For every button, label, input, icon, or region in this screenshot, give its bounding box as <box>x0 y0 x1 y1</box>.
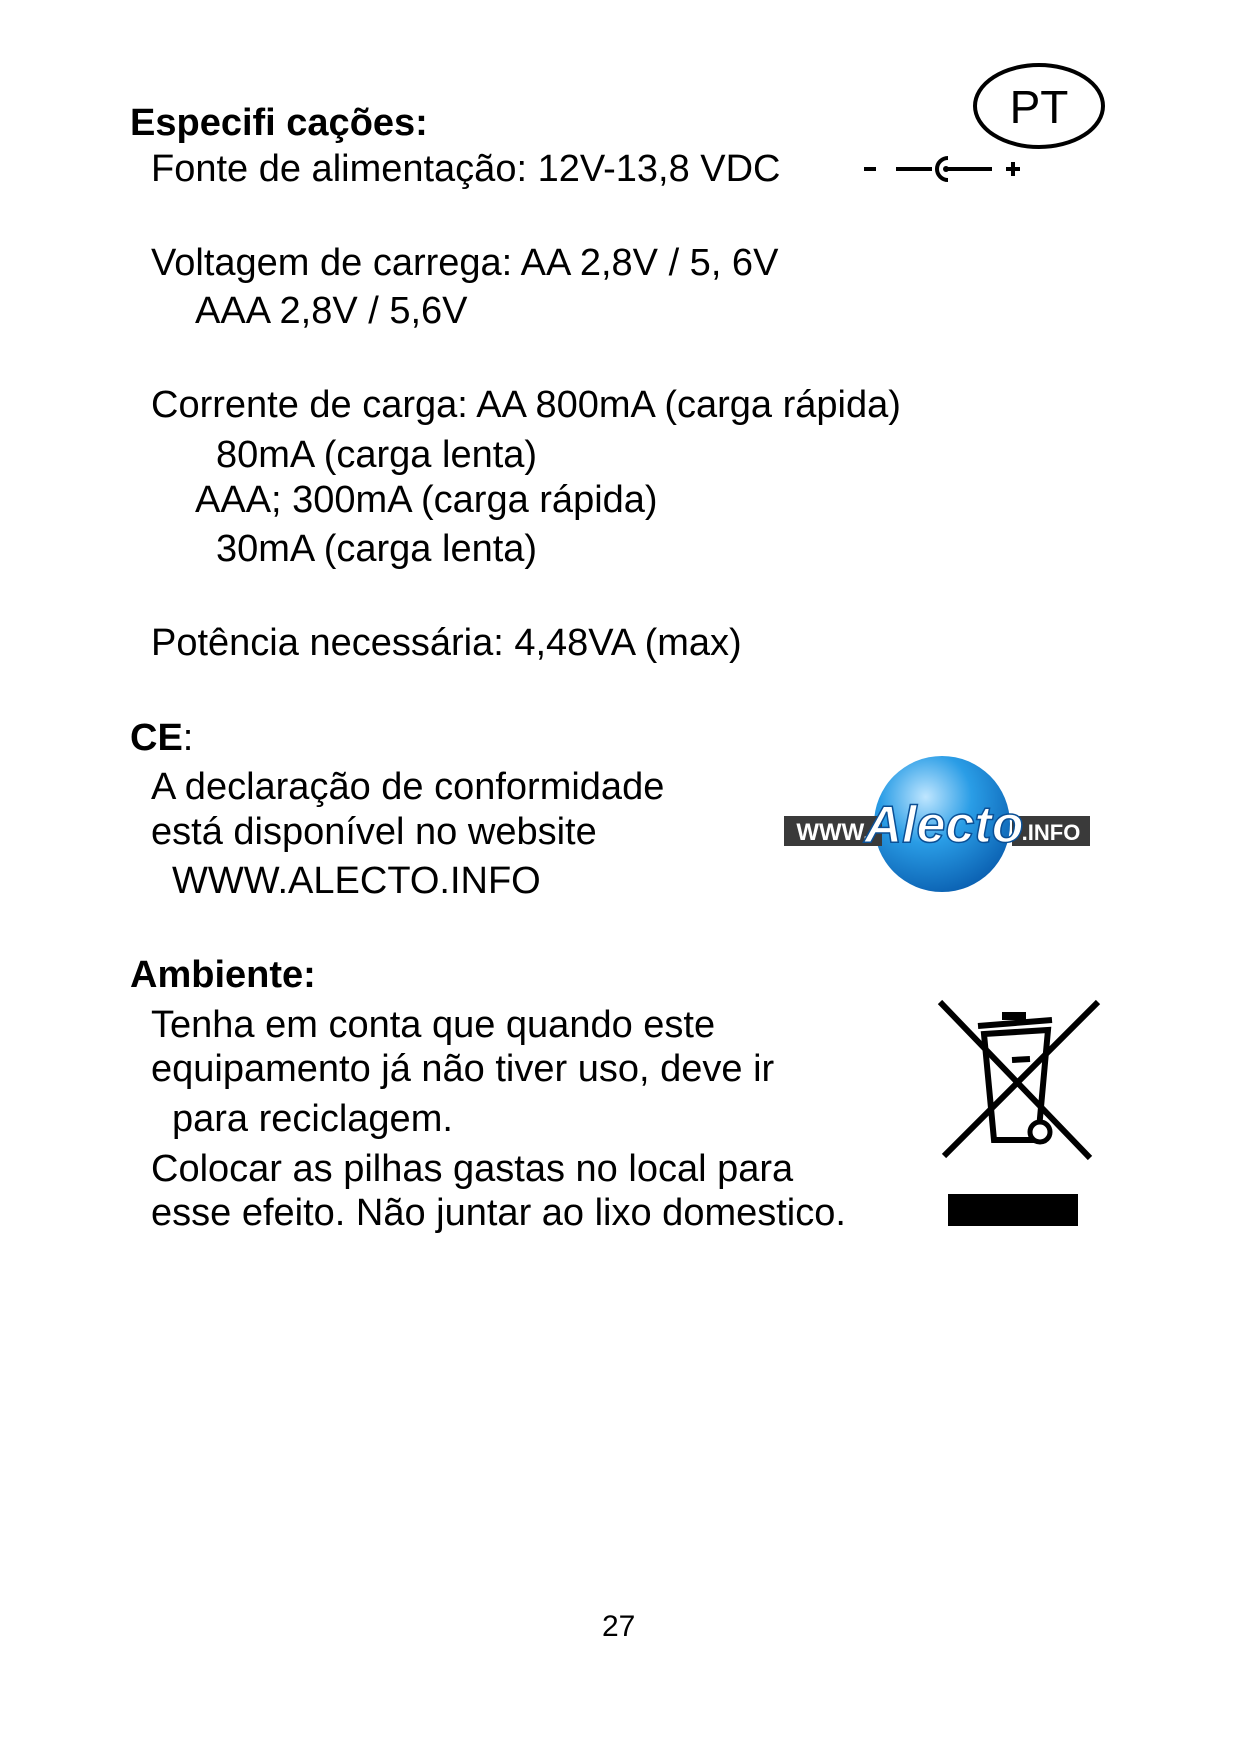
environment-line-5: esse efeito. Não juntar ao lixo domestico. <box>151 1192 846 1234</box>
environment-line-4: Colocar as pilhas gastas no local para <box>151 1148 794 1190</box>
charge-current-aa-fast-line: Corrente de carga: AA 800mA (carga rápida) <box>151 384 901 426</box>
environment-line-1: Tenha em conta que quando este <box>151 1004 716 1046</box>
alecto-logo-suffix: .INFO <box>1021 820 1081 845</box>
charge-current-aa-slow-line: 80mA (carga lenta) <box>216 434 538 476</box>
language-badge <box>972 62 1106 152</box>
specifications-heading: Especifi cações: <box>130 102 428 144</box>
charge-voltage-aaa-line: AAA 2,8V / 5,6V <box>195 290 468 332</box>
alecto-logo <box>782 754 1092 894</box>
power-supply-line: Fonte de alimentação: 12V-13,8 VDC <box>151 148 781 190</box>
ce-line-1: A declaração de conformidade <box>151 766 665 808</box>
charge-current-aaa-slow-line: 30mA (carga lenta) <box>216 528 538 570</box>
charge-current-aaa-fast-line: AAA; 300mA (carga rápida) <box>195 479 658 521</box>
alecto-logo-prefix: WWW. <box>796 819 870 846</box>
environment-heading: Ambiente: <box>130 954 316 996</box>
power-required-line: Potência necessária: 4,48VA (max) <box>151 622 742 664</box>
ce-heading-colon: : <box>182 717 194 759</box>
environment-line-2: equipamento já não tiver uso, deve ir <box>151 1048 775 1090</box>
dc-polarity-icon <box>862 150 1032 190</box>
ce-line-2: está disponível no website <box>151 811 597 853</box>
ce-heading-label: CE <box>130 717 183 759</box>
environment-line-3: para reciclagem. <box>172 1098 453 1140</box>
crossed-out-wheelie-bin-icon <box>930 998 1100 1228</box>
language-badge-label: PT <box>1009 81 1069 133</box>
charge-voltage-aa-line: Voltagem de carrega: AA 2,8V / 5, 6V <box>151 242 779 284</box>
page-number: 27 <box>602 1610 636 1643</box>
ce-heading <box>130 719 193 757</box>
alecto-logo-name: Alecto <box>864 796 1024 854</box>
ce-website-line: WWW.ALECTO.INFO <box>172 860 541 902</box>
